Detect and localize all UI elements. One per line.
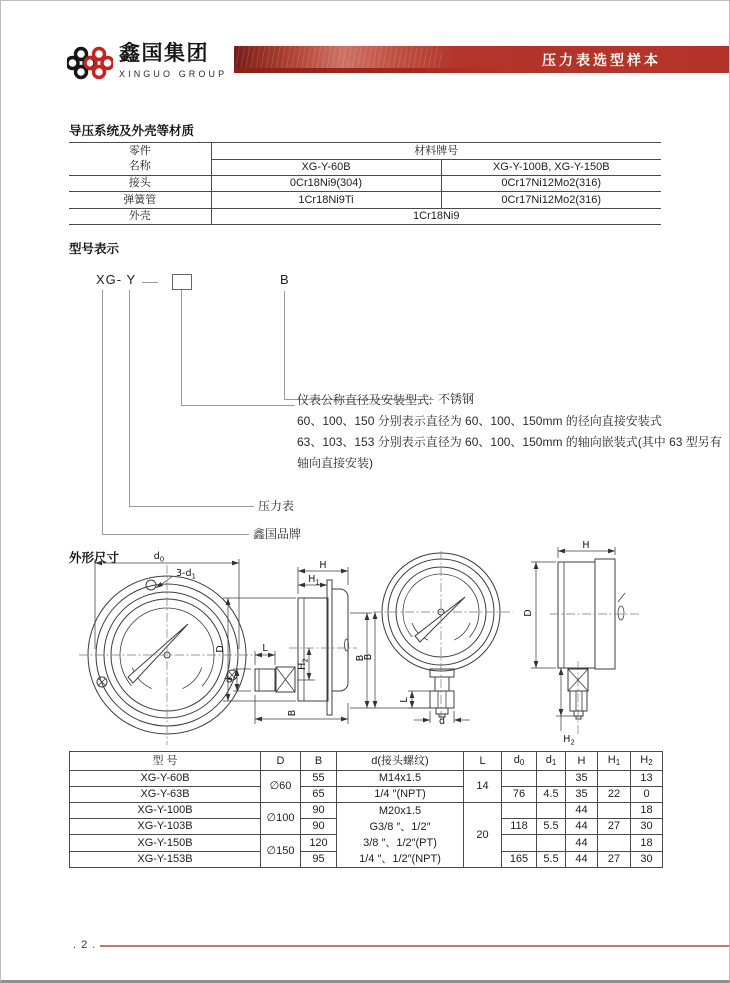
model-code-suffix: B: [280, 272, 290, 287]
materials-part-header: 零件 名称: [69, 143, 211, 176]
dim-label-d0: $d_0$: [153, 551, 165, 564]
thread-spec-cell: M20x1.5 G3/8 ″、1/2″ 3/8 ″、1/2″(PT) 1/4 ″、1/2″(NPT): [337, 803, 464, 868]
dim-label-holes: $3-d_1$: [176, 568, 196, 581]
footer-rule: [100, 945, 730, 947]
materials-grade-header: 材料牌号: [211, 143, 661, 160]
table-row: 弹簧管 1Cr18Ni9Ti 0Cr17Ni12Mo2(316): [69, 192, 661, 209]
materials-model-60: XG-Y-60B: [211, 160, 441, 176]
materials-section-title: 导压系统及外壳等材质: [69, 124, 195, 138]
logo-company-name: 鑫国集团: [119, 42, 209, 65]
dim-label-d: d: [438, 716, 446, 727]
dim-label-D: D: [523, 609, 534, 617]
table-row: XG-Y-103B 90 118 5.5 44 27 30: [70, 819, 663, 835]
note-stainless: 不锈钢: [438, 392, 475, 406]
dim-label-B: B: [287, 709, 298, 717]
dim-label-H: H: [582, 540, 590, 551]
dim-label-D: D: [215, 645, 226, 653]
note-brand: 鑫国品牌: [253, 527, 302, 541]
dim-label-B: B: [363, 653, 374, 661]
model-code-prefix: XG- Y: [96, 272, 137, 287]
dim-label-L: L: [262, 643, 268, 654]
table-row: XG-Y-63B 65 1/4 ″(NPT) 76 4.5 35 22 0: [70, 787, 663, 803]
table-row: XG-Y-153B 95 165 5.5 44 27 30: [70, 852, 663, 868]
dim-label-B: B: [355, 654, 366, 662]
page-title: 压力表选型样本: [542, 51, 661, 68]
note-diameter-2: 60、100、150 分别表示直径为 60、100、150mm 的径向直接安装式: [297, 414, 662, 428]
dim-label-d: d: [224, 676, 235, 684]
drawing-side-view-embedded: [215, 560, 372, 724]
materials-model-100-150: XG-Y-100B, XG-Y-150B: [441, 160, 661, 176]
table-row: 外壳 1Cr18Ni9: [69, 209, 661, 225]
drawing-side-view-radial: [523, 540, 639, 747]
model-code-section-title: 型号表示: [69, 242, 120, 256]
drawing-front-view-radial: [363, 551, 513, 727]
note-diameter-4: 轴向直接安装): [297, 456, 373, 470]
note-diameter-3: 63、103、153 分别表示直径为 60、100、150mm 的轴向嵌装式(其中 63 型另有: [297, 435, 722, 449]
dim-label-H2: $H_2$: [297, 658, 310, 670]
table-row: XG-Y-100B ∅100 90 M20x1.5 G3/8 ″、1/2″ 3/8 ″、1/2″(PT) 1/4 ″、1/2″(NPT) 20 44 18: [70, 803, 663, 819]
dimensions-section-title: 外形尺寸: [69, 551, 120, 565]
table-row: XG-Y-150B ∅150 120 44 18: [70, 835, 663, 852]
dim-label-H2: $H_2$: [563, 734, 575, 747]
table-row: 接头 0Cr18Ni9(304) 0Cr17Ni12Mo2(316): [69, 176, 661, 192]
note-diameter-1: 仪表公称直径及安装型式:: [297, 393, 433, 407]
dim-label-L: L: [399, 697, 410, 703]
table-row: XG-Y-60B ∅60 55 M14x1.5 14 35 13: [70, 771, 663, 787]
drawing-front-view-embedded: [79, 551, 257, 745]
logo-company-name-en: XINGUO GROUP: [119, 69, 228, 79]
note-pressure-gauge: 压力表: [258, 499, 295, 513]
table-header-row: 型 号 D B d(接头螺纹) L d0 d1 H H1 H2: [70, 752, 663, 771]
dim-label-H1: $H_1$: [308, 574, 320, 587]
dim-label-H: H: [319, 560, 327, 571]
page-number: . 2 .: [73, 939, 97, 951]
dimensions-table: [69, 751, 663, 868]
